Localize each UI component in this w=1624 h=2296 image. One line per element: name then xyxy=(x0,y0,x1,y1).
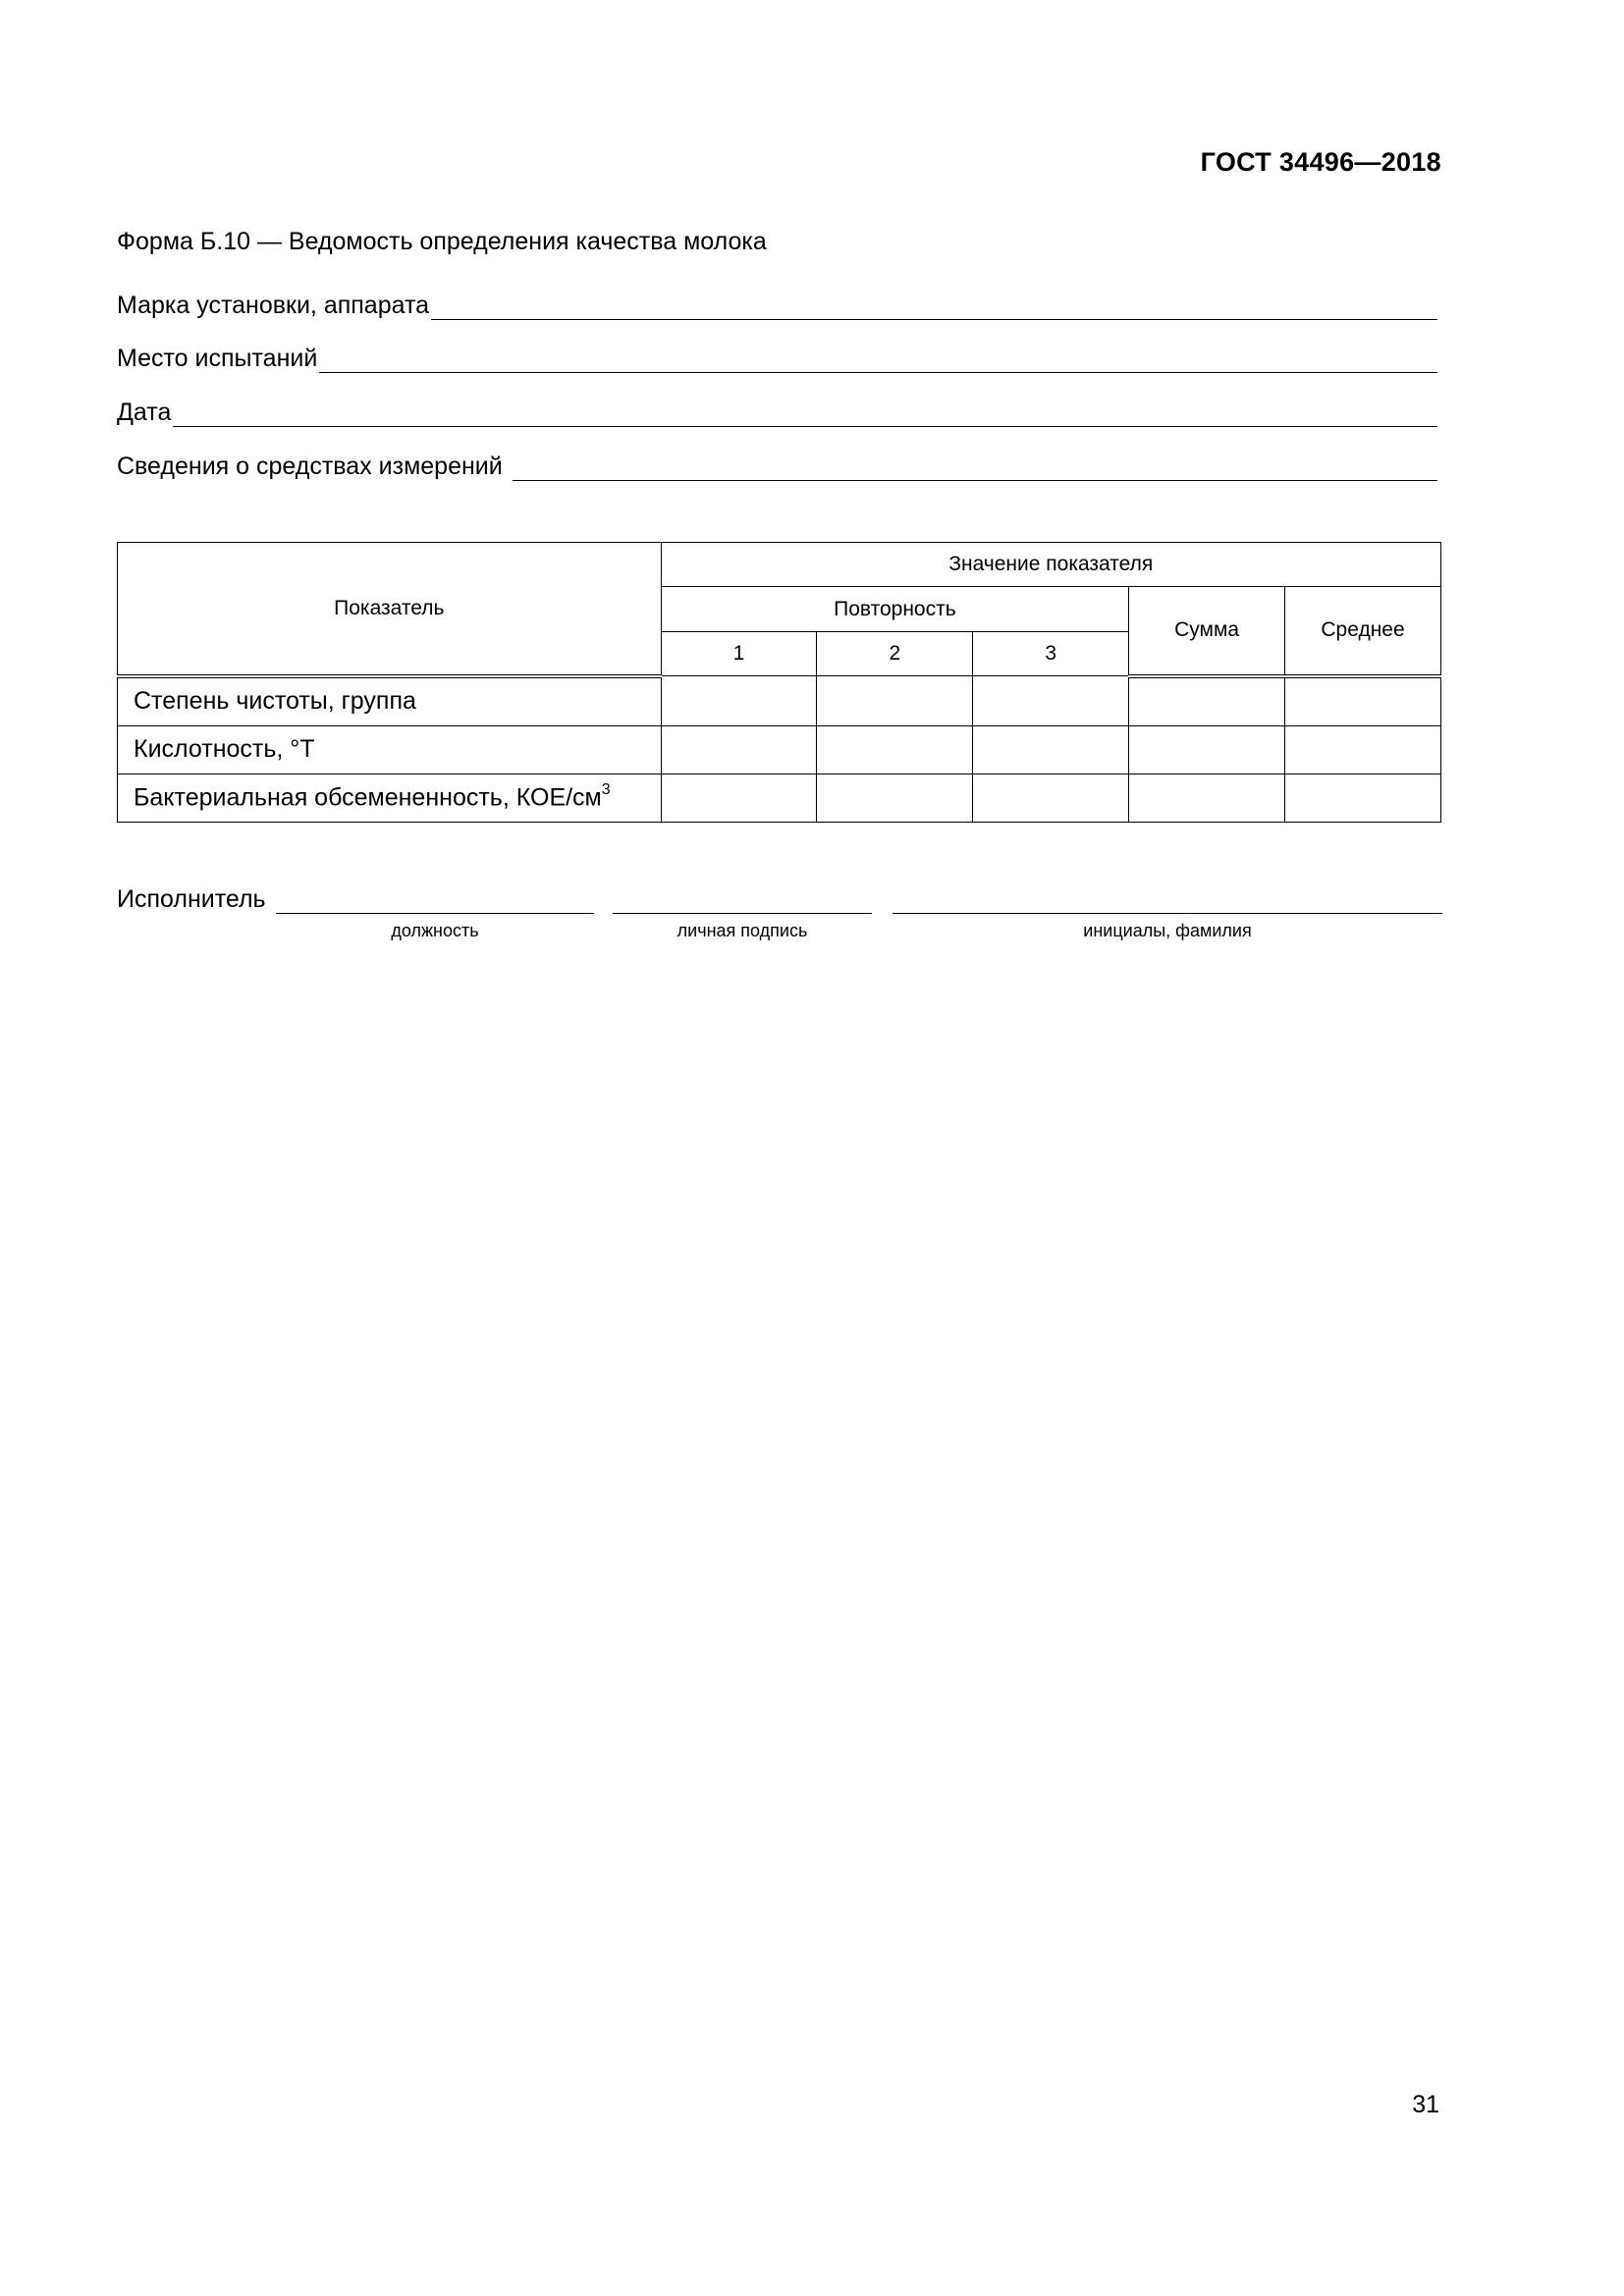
table-cell[interactable] xyxy=(1129,725,1285,774)
row-label: Кислотность, °T xyxy=(118,725,662,774)
table-row xyxy=(118,725,1441,774)
quality-table xyxy=(117,542,1441,823)
table-cell[interactable] xyxy=(661,676,817,726)
table-cell[interactable] xyxy=(973,676,1129,726)
table-cell[interactable] xyxy=(973,725,1129,774)
field-blank[interactable] xyxy=(513,458,1437,481)
field-blank[interactable] xyxy=(431,297,1437,320)
col-header-average: Среднее xyxy=(1285,587,1441,676)
col-header-value: Значение показателя xyxy=(661,543,1440,587)
executor-label: Исполнитель xyxy=(117,885,266,913)
col-header-repeat-2: 2 xyxy=(817,632,973,676)
col-header-repeat: Повторность xyxy=(661,587,1129,632)
table-cell[interactable] xyxy=(1285,774,1441,822)
table-row xyxy=(118,774,1441,822)
table-cell[interactable] xyxy=(973,774,1129,822)
col-header-indicator: Показатель xyxy=(118,543,662,676)
table-row xyxy=(118,676,1441,726)
table-cell[interactable] xyxy=(817,774,973,822)
signature-caption: личная подпись xyxy=(677,921,808,940)
field-label: Сведения о средствах измерений xyxy=(117,453,503,480)
executor-block xyxy=(117,885,1442,944)
page-number: 31 xyxy=(1412,2091,1439,2118)
field-blank[interactable] xyxy=(173,404,1437,427)
position-caption: должность xyxy=(391,921,479,940)
field-measurement-info xyxy=(117,453,1437,481)
signature-line[interactable] xyxy=(613,913,872,914)
name-caption: инициалы, фамилия xyxy=(1083,921,1252,940)
field-label: Место испытаний xyxy=(117,345,318,372)
table-cell[interactable] xyxy=(817,676,973,726)
table-cell[interactable] xyxy=(1129,676,1285,726)
form-title: Форма Б.10 — Ведомость определения качества молока xyxy=(117,228,767,255)
table-cell[interactable] xyxy=(661,774,817,822)
position-line[interactable] xyxy=(276,913,594,914)
field-label: Дата xyxy=(117,399,172,426)
row-label-cell xyxy=(118,774,662,822)
field-blank[interactable] xyxy=(319,350,1437,373)
table-cell[interactable] xyxy=(1285,725,1441,774)
field-test-location xyxy=(117,345,1437,373)
col-header-repeat-1: 1 xyxy=(661,632,817,676)
field-equipment-brand xyxy=(117,292,1437,320)
field-label: Марка установки, аппарата xyxy=(117,292,430,319)
table-cell[interactable] xyxy=(1285,676,1441,726)
col-header-repeat-3: 3 xyxy=(973,632,1129,676)
superscript: 3 xyxy=(601,780,611,798)
row-label: Бактериальная обсемененность, КОЕ/см xyxy=(134,783,602,812)
row-label: Степень чистоты, группа xyxy=(118,676,662,726)
table-cell[interactable] xyxy=(817,725,973,774)
col-header-sum: Сумма xyxy=(1129,587,1285,676)
table-cell[interactable] xyxy=(661,725,817,774)
standard-number: ГОСТ 34496—2018 xyxy=(1200,147,1441,177)
name-line[interactable] xyxy=(893,913,1442,914)
table-cell[interactable] xyxy=(1129,774,1285,822)
field-date xyxy=(117,399,1437,427)
